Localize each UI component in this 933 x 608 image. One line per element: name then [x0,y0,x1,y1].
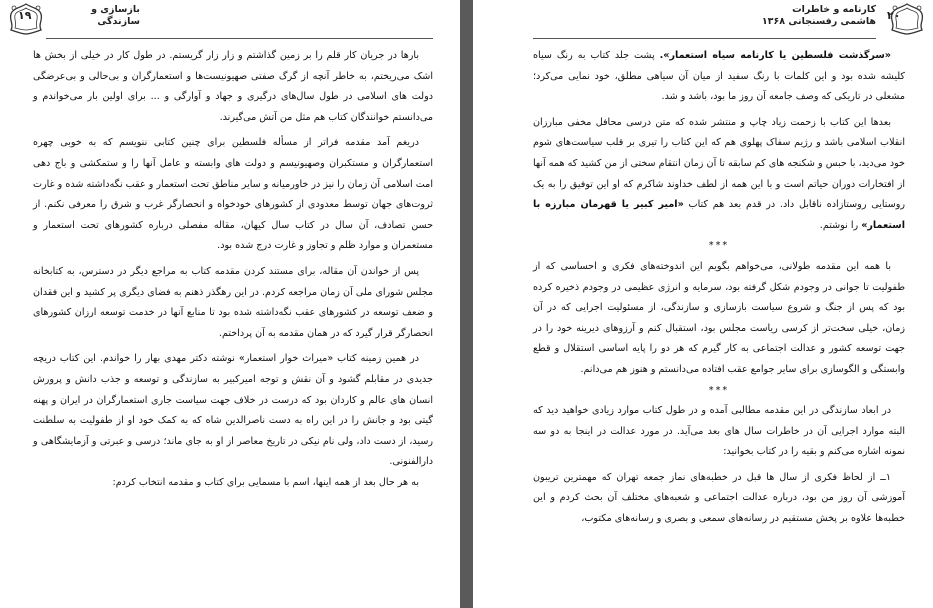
paragraph: به هر حال بعد از همه اینها، اسم با مسمایی برای کتاب و مقدمه انتخاب کردم: [112,476,419,488]
paragraph-text: بعدها این کتاب با زحمت زیاد چاپ و منتشر شده که متن درسی محافل مخفی مبارزان انقلاب اسلامی باشد و رژیم سفاک پهلوی هم که این کتاب را تیری بر قلب سیاست‌های شوم خود می‌دید، با حبس و شکنجه های کم سابقه تا آن زمان انتقام سختی از من کشید که همه آنها از افتخارات دوران حیاتم است و با این همه از لطف خداوند شاکرم که او این توفیق را به یک روستایی روستازاده ناقابل داد. در قدم بعد هم کتاب [533,116,905,211]
paragraph: در همین زمینه کتاب «میراث خوار استعمار» نوشته دکتر مهدی بهار را خواندم. این کتاب دریچه جدیدی در مقابلم گشود و آن نقش و توجه امیرکبیر به سازندگی و توسعه و جذب دانش و پرورش انسان های عالم و کاردان بود که درست در خلاف جهت سیاست جاری استعمارگران در ایران و پهنه گیتی بود و جانش را در این راه به دست ناصرالدین شاه که به کمک خود او از طفولیت به سلطنت رسید، از دست داد، ولی نام نیکی در تاریخ معاصر از او به جای ماند؛ درسی و عبرتی و آزمایشگاهی و دارالفنونی. [33,353,433,468]
section-separator: *** [708,240,730,252]
right-header-rule [533,38,876,39]
left-page-body [33,46,433,493]
right-page-number: ۲۰ [887,9,901,22]
left-page [0,0,460,608]
left-header-line1: بازسازی و [91,4,140,15]
section-separator: *** [708,384,730,396]
paragraph [533,46,905,108]
paragraph: در ابعاد سازندگی در این مقدمه مطالبی آمده و در طول کتاب موارد زیادی خواهید دید که البته موارد اجرایی آن در خاطرات سال های بعد می‌آید. در مورد عدالت در اینجا به دو سه نمونه اشاره می‌کنم و بقیه را در کتاب بخوانید: [533,405,905,458]
paragraph: ۱ــ از لحاظ فکری از سال ها قبل در خطبه‌های نماز جمعه تهران که مهمترین تریبون آموزشی آن روز من بود، درباره عدالت اجتماعی و شعبه‌های مختلف آن بحث کردم و این خطبه‌ها علاوه بر پخش مستقیم در رسانه‌های سمعی و بصری و رسانه‌های مکتوب، [533,471,905,525]
left-running-header [50,4,140,28]
book-title-bold: «سرگذشت فلسطین یا کارنامه سیاه استعمار». [659,50,892,61]
paragraph: با همه این مقدمه طولانی، می‌خواهم بگویم این اندوخته‌های فکری و احساسی که از طفولیت تا جوانی در وجودم شکل گرفته بود، سرمایه و انرژی عظیمی در وجودم ذخیره کرده بود که پس از جنگ و شروع سیاست بازسازی و سازندگی، از مسئولیت اجرایی که در آن زمان، خیلی سخت‌تر از کرسی ریاست مجلس بود، استقبال کنم و آرزوهای دیرینه خود را در جهت توسعه کشور و عدالت اجتماعی به کار گیرم که هر دو را پایه اساسی استقلال و قطع وابستگی و الگوسازی برای سایر جوامع عقب افتاده می‌دانستم و هنوز هم می‌دانم. [533,260,905,375]
paragraph-text: پشت جلد کتاب به رنگ سیاه کلیشه شده بود و این کلمات با رنگ سفید از میان آن سیاهی مطلق، خود نمایی می‌کرد؛ مشعلی در تاریکی که وصف جامعه آن روز ما بود، باشد و شد. [533,50,905,103]
right-header-title: کارنامه و خاطرات [792,4,876,15]
paragraph: دریغم آمد مقدمه فراتر از مسأله فلسطین برای چنین کتابی ننویسم که به خوبی چهره استعمارگران و مستکبران وصهیونیسم و دولت های وابسته و عامل آنها را و ستمکشی و باج دهی امت اسلامی آن زمان را نیز در خاورمیانه و سایر مناطق تحت استعمار و عقب نگه‌داشته شده و غارت ثروت‌های جهان توسط معدودی از کشورهای خودخواه و انحصارگر غرب و شرق را معرفی نکنم. از حسن تصادف، آن سال در کتاب سال کیهان، مقاله مفصلی درباره کشورهای تحت استعمار و مستعمران و موارد ظلم و تجاوز و غارت درج شده بود. [33,137,433,252]
paragraph-text: را نوشتم. [819,219,862,231]
paragraph: بارها در جریان کار قلم را بر زمین گذاشتم و زار زار گریستم. در طول کار در خیلی از بخش ها اشک می‌ریختم، به خاطر آنچه از گرگ صفتی صهیونیست‌ها و استعمارگران و بی‌حالی و بی‌عرضگی دولت های اسلامی در طول سال‌های درگیری و جهاد و آوارگی و ... برای اولین بار می‌خواندم و می‌دانستم خوانندگان کتاب هم مثل من آتش می‌گیرند. [33,50,433,123]
book-title-bold: «امیر کبیر یا قهرمان مبارزه با استعمار» [533,199,905,231]
left-page-number: ۱۹ [18,9,32,22]
paragraph [533,113,905,237]
right-page-body [533,46,905,530]
page-gutter [460,0,473,608]
paragraph: پس از خواندن آن مقاله، برای مستند کردن مقدمه کتاب به مراجع دیگر در دسترس، به کتابخانه مجلس شورای ملی آن زمان مراجعه کردم. در این رهگذر ذهنم به فضای دیگری پر کشید و این فقدان و ضعف توسعه در کشورهای عقب نگه‌داشته شده بود تا منابع آنها در خدمت توسعه ارزان کشورهای انحصارگر قرار گیرد که در همان مقدمه به آن پرداختم. [33,265,433,339]
left-header-line2: سازندگی [97,16,140,27]
left-header-rule [46,38,433,39]
right-running-header [713,4,876,28]
right-header-subtitle: هاشمی رفسنجانی ۱۳۶۸ [761,16,876,27]
right-page [473,0,933,608]
